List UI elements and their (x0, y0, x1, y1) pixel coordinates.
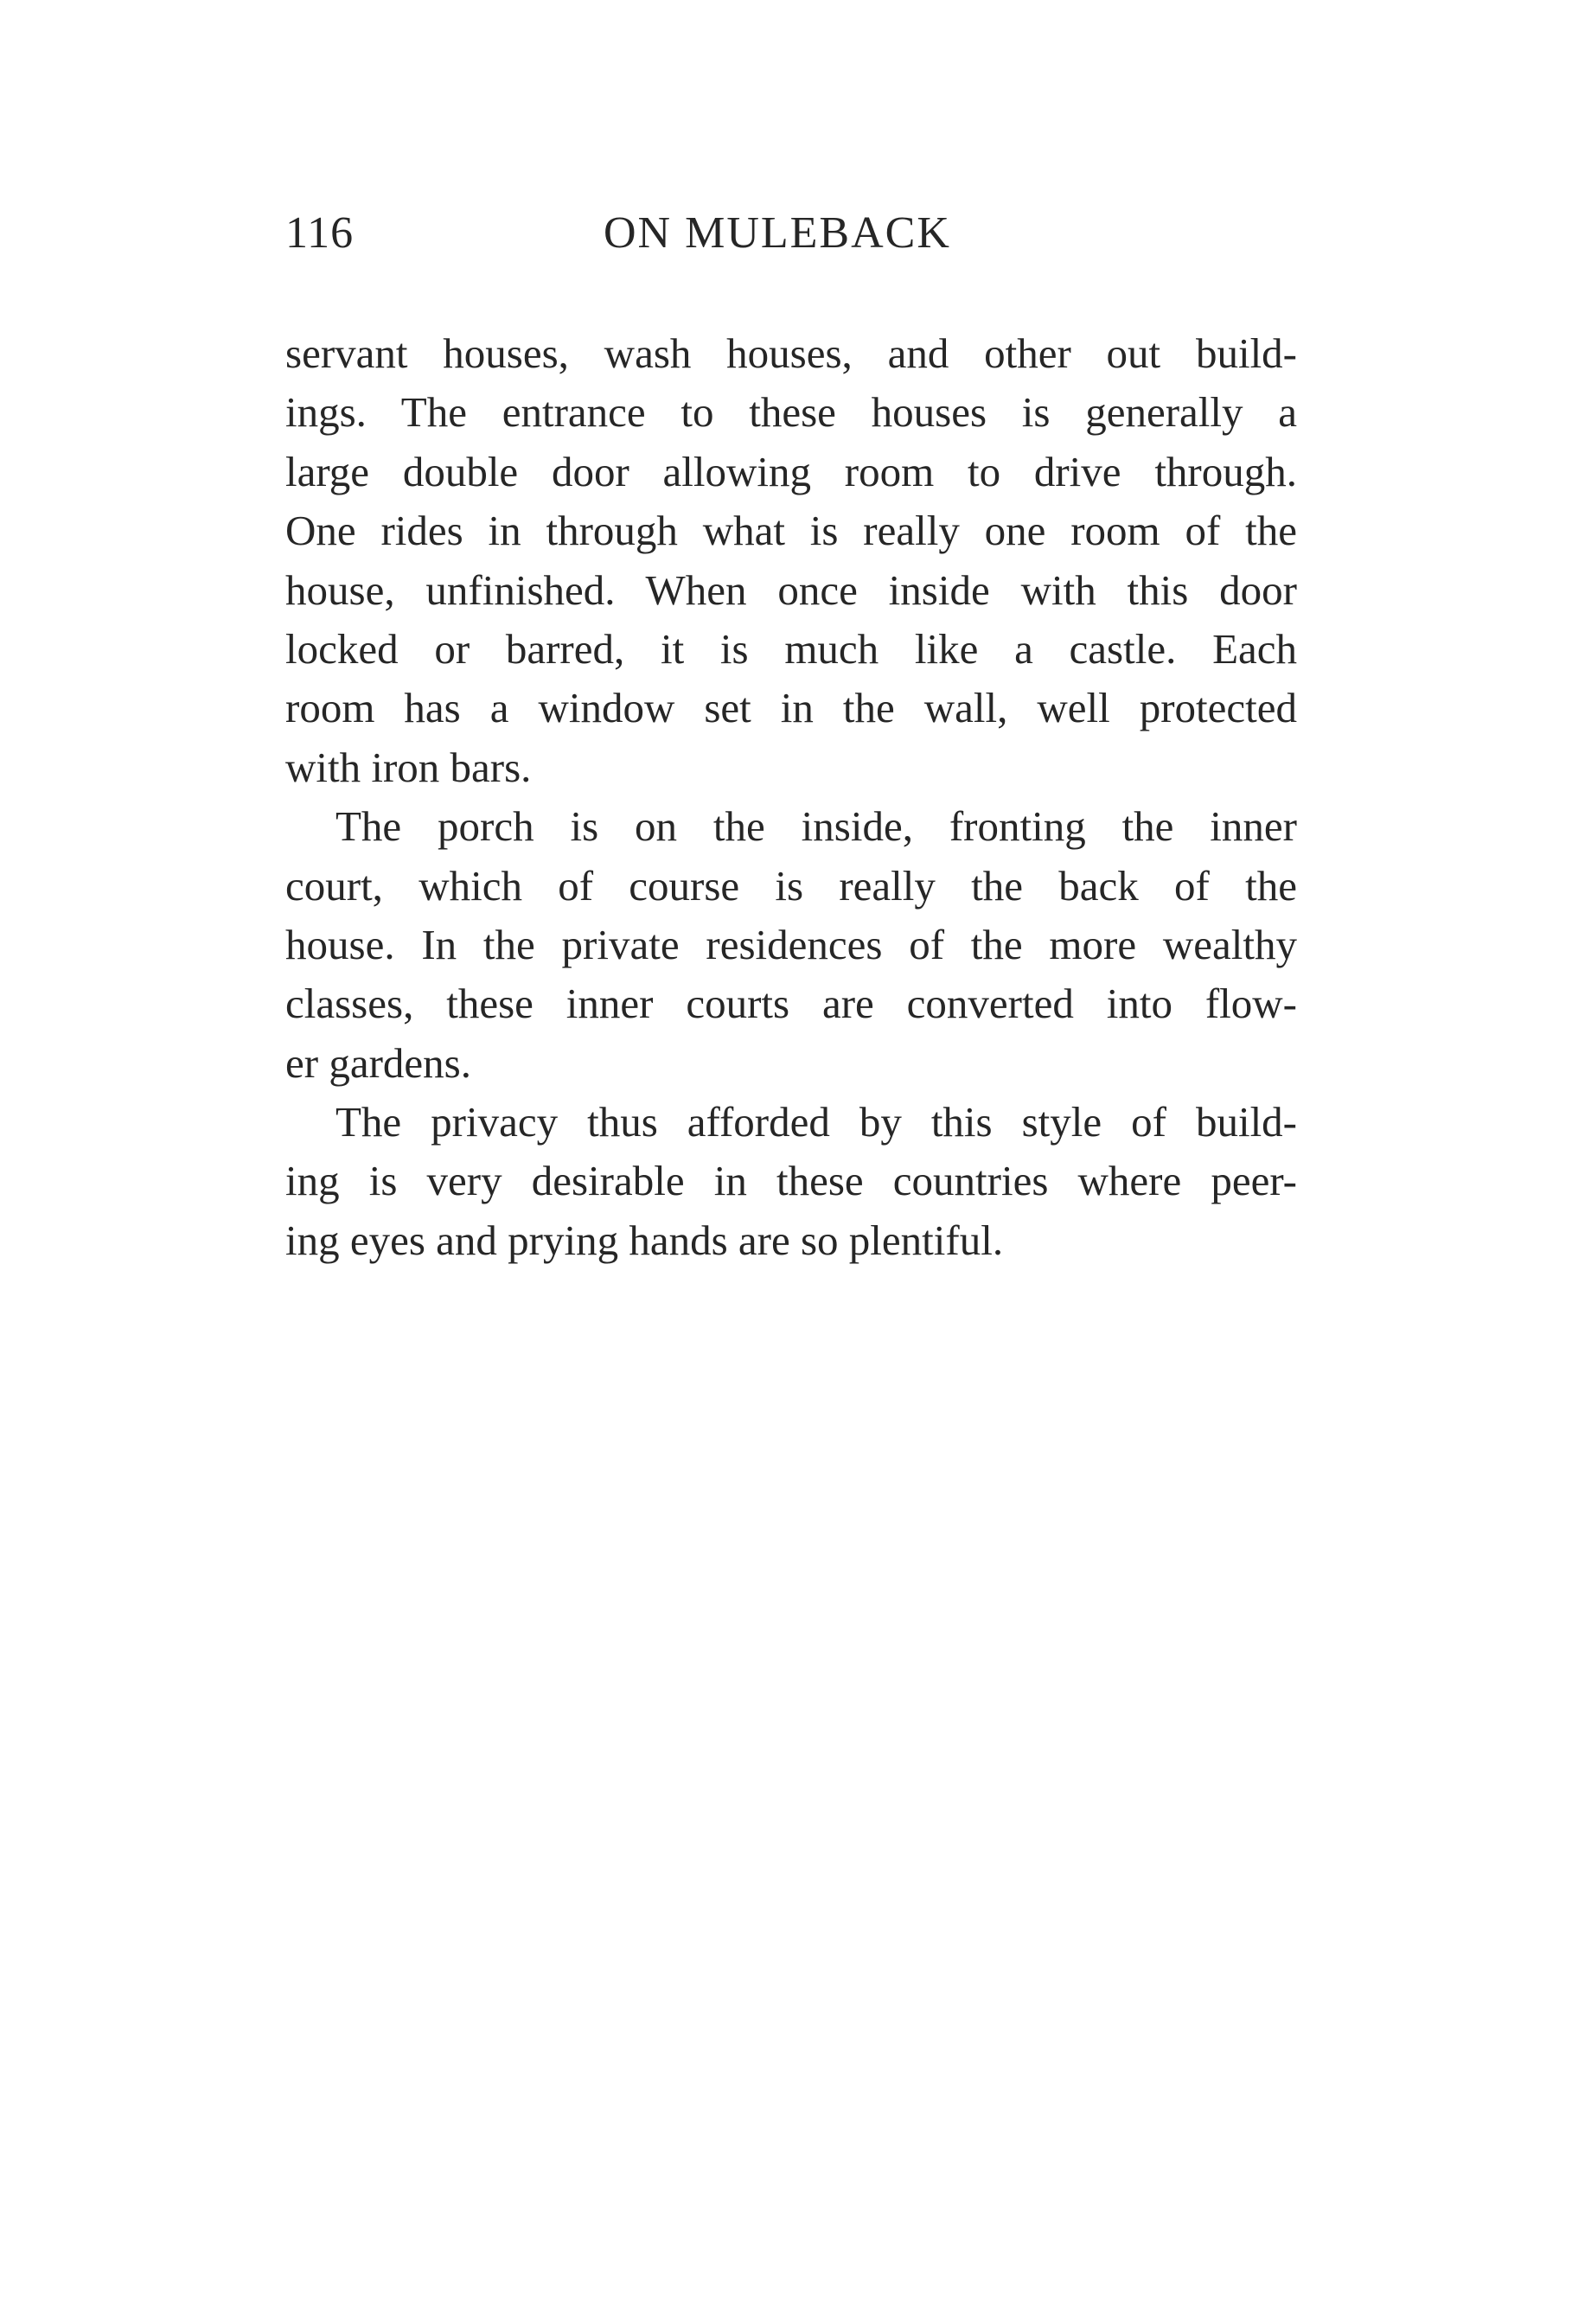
body-text (285, 324, 1297, 1270)
page-number: 116 (285, 208, 355, 258)
text-line: classes, these inner courts are converted into flow- (285, 980, 1297, 1028)
text-line: The porch is on the inside, fronting the inner (335, 802, 1297, 851)
text-line: The privacy thus afforded by this style of build- (335, 1098, 1297, 1146)
text-line: ing is very desirable in these countries where peer- (285, 1157, 1297, 1205)
text-line: house. In the private residences of the more wealthy (285, 920, 1297, 968)
text-line: locked or barred, it is much like a castle. Each (285, 624, 1297, 673)
text-line: ings. The entrance to these houses is generally a (285, 388, 1297, 437)
running-title: ON MULEBACK (604, 208, 951, 258)
text-line: large double door allowing room to drive through. (285, 447, 1297, 495)
text-line: servant houses, wash houses, and other out build- (285, 329, 1297, 377)
text-line: court, which of course is really the back of the (285, 861, 1297, 910)
running-head (285, 208, 1297, 277)
text-line: with iron bars. (285, 743, 532, 791)
text-line: er gardens. (285, 1038, 471, 1087)
text-line: house, unfinished. When once inside with this door (285, 565, 1297, 614)
text-line: room has a window set in the wall, well protected (285, 684, 1297, 732)
text-line: ing eyes and prying hands are so plentiful. (285, 1216, 1004, 1264)
text-line: One rides in through what is really one room of the (285, 507, 1297, 555)
